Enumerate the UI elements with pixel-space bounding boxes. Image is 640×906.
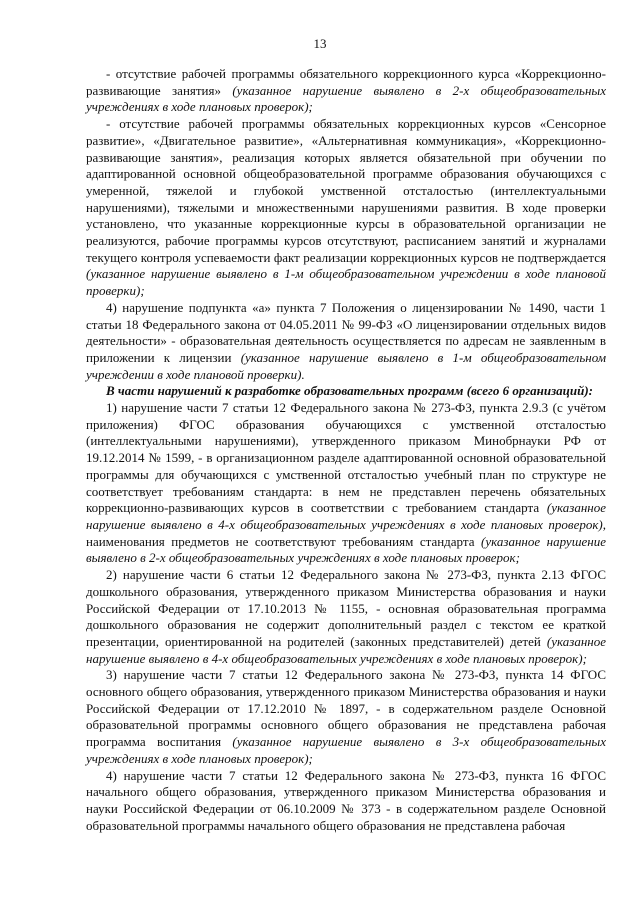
paragraph-text: 4) нарушение части 7 статьи 12 Федерального закона № 273-ФЗ, пункта 16 ФГОС начального общего образования, утвержденного приказом Министерства образования и науки Российской Федерации от 06.10.2009 № 373 - в содержательном разделе Основной образовательной программы начального общего образования не представлена рабочая: [86, 767, 606, 833]
paragraph-4: [86, 400, 606, 567]
paragraph-text-continued: наименования предметов не соответствуют требованиям стандарта: [86, 533, 482, 549]
paragraph-1: [86, 66, 606, 116]
paragraph-text: 1) нарушение части 7 статьи 12 Федерального закона № 273-ФЗ, пункта 2.9.3 (с учётом приложения) ФГОС образования обучающихся с умственной отсталостью (интеллектуальными нарушениями), утвержденного приказом Минобрнауки РФ от 19.12.2014 № 1599, - в организационном разделе адаптированной основной образовательной программы для обучающихся с умственной отсталостью учебный план по структуре не соответствует требованиям стандарта: в нем не представлен перечень обязательных коррекционно-развивающих курсов в соответствии с требованием стандарта: [86, 400, 606, 516]
paragraph-3: [86, 300, 606, 384]
paragraph-text: 2) нарушение части 6 статьи 12 Федерального закона № 273-ФЗ, пункта 2.13 ФГОС дошкольного образования, утвержденного приказом Министерства образования и науки Российской Федерации от 17.10.2013 № 1155, - основная образовательная программа дошкольного образования не содержит дополнительный раздел с текстом ее краткой презентации, ориентированной на родителей (законных представителей) детей: [86, 567, 606, 649]
paragraph-5: [86, 567, 606, 667]
page-number: 13: [313, 36, 327, 51]
paragraph-note-continued: (указанное нарушение выявлено в 2-х общеобразовательных учреждениях в ходе плановых проверок;: [86, 533, 607, 566]
paragraph-note: (указанное нарушение выявлено в 4-х общеобразовательных учреждениях в ходе плановых проверок);: [86, 633, 606, 666]
section-heading: В части нарушений к разработке образовательных программ (всего 6 организаций):: [106, 383, 593, 399]
paragraph-text: 3) нарушение части 7 статьи 12 Федерального закона № 273-ФЗ, пункта 14 ФГОС основного общего образования, утвержденного приказом Министерства образования и науки Российской Федерации от 17.12.2010 № 1897, - в содержательном разделе Основной образовательной программы основного общего образования не представлена рабочая программа воспитания: [86, 667, 606, 750]
paragraph-6: [86, 667, 606, 767]
paragraph-note: (указанное нарушение выявлено в 3-х общеобразовательных учреждениях в ходе плановых проверок);: [86, 734, 606, 766]
paragraph-note: (указанное нарушение выявлено в 1-м общеобразовательном учреждении в ходе плановой проверки).: [86, 349, 606, 382]
paragraph-7: [86, 768, 606, 835]
paragraph-note: (указанное нарушение выявлено в 4-х общеобразовательных учреждениях в ходе плановых проверок),: [86, 500, 606, 532]
paragraph-2: [86, 116, 606, 300]
paragraph-note: (указанное нарушение выявлено в 2-х общеобразовательных учреждениях в ходе плановых проверок);: [86, 82, 606, 115]
paragraph-text: - отсутствие рабочей программы обязательного коррекционного курса «Коррекционно-развивающие занятия»: [86, 66, 606, 98]
paragraph-note: (указанное нарушение выявлено в 1-м общеобразовательном учреждении в ходе плановой проверки);: [86, 266, 606, 299]
paragraph-text: - отсутствие рабочей программы обязательных коррекционных курсов «Сенсорное развитие», «Двигательное развитие», «Альтернативная коммуникация», «Коррекционно-развивающие занятия», реализация которых является обязательной при обучении по адаптированной основной общеобразовательной программе образования обучающихся с умеренной, тяжелой и глубокой умственной отсталостью (интеллектуальными нарушениями), тяжелыми и множественными нарушениями развития. В ходе проверки установлено, что указанные коррекционные курсы в образовательной организации не реализуются, рабочие программы курсов отсутствуют, расписанием занятий и журналами текущего контроля успеваемости факт реализации коррекционных курсов не подтверждается: [86, 116, 606, 265]
document-body: [86, 66, 606, 834]
paragraph-text: 4) нарушение подпункта «а» пункта 7 Положения о лицензировании № 1490, части 1 статьи 18 Федерального закона от 04.05.2011 № 99-ФЗ «О лицензировании отдельных видов деятельности» - образовательная деятельность осуществляется по адресам не заявленным в приложении к лицензии: [86, 299, 606, 365]
